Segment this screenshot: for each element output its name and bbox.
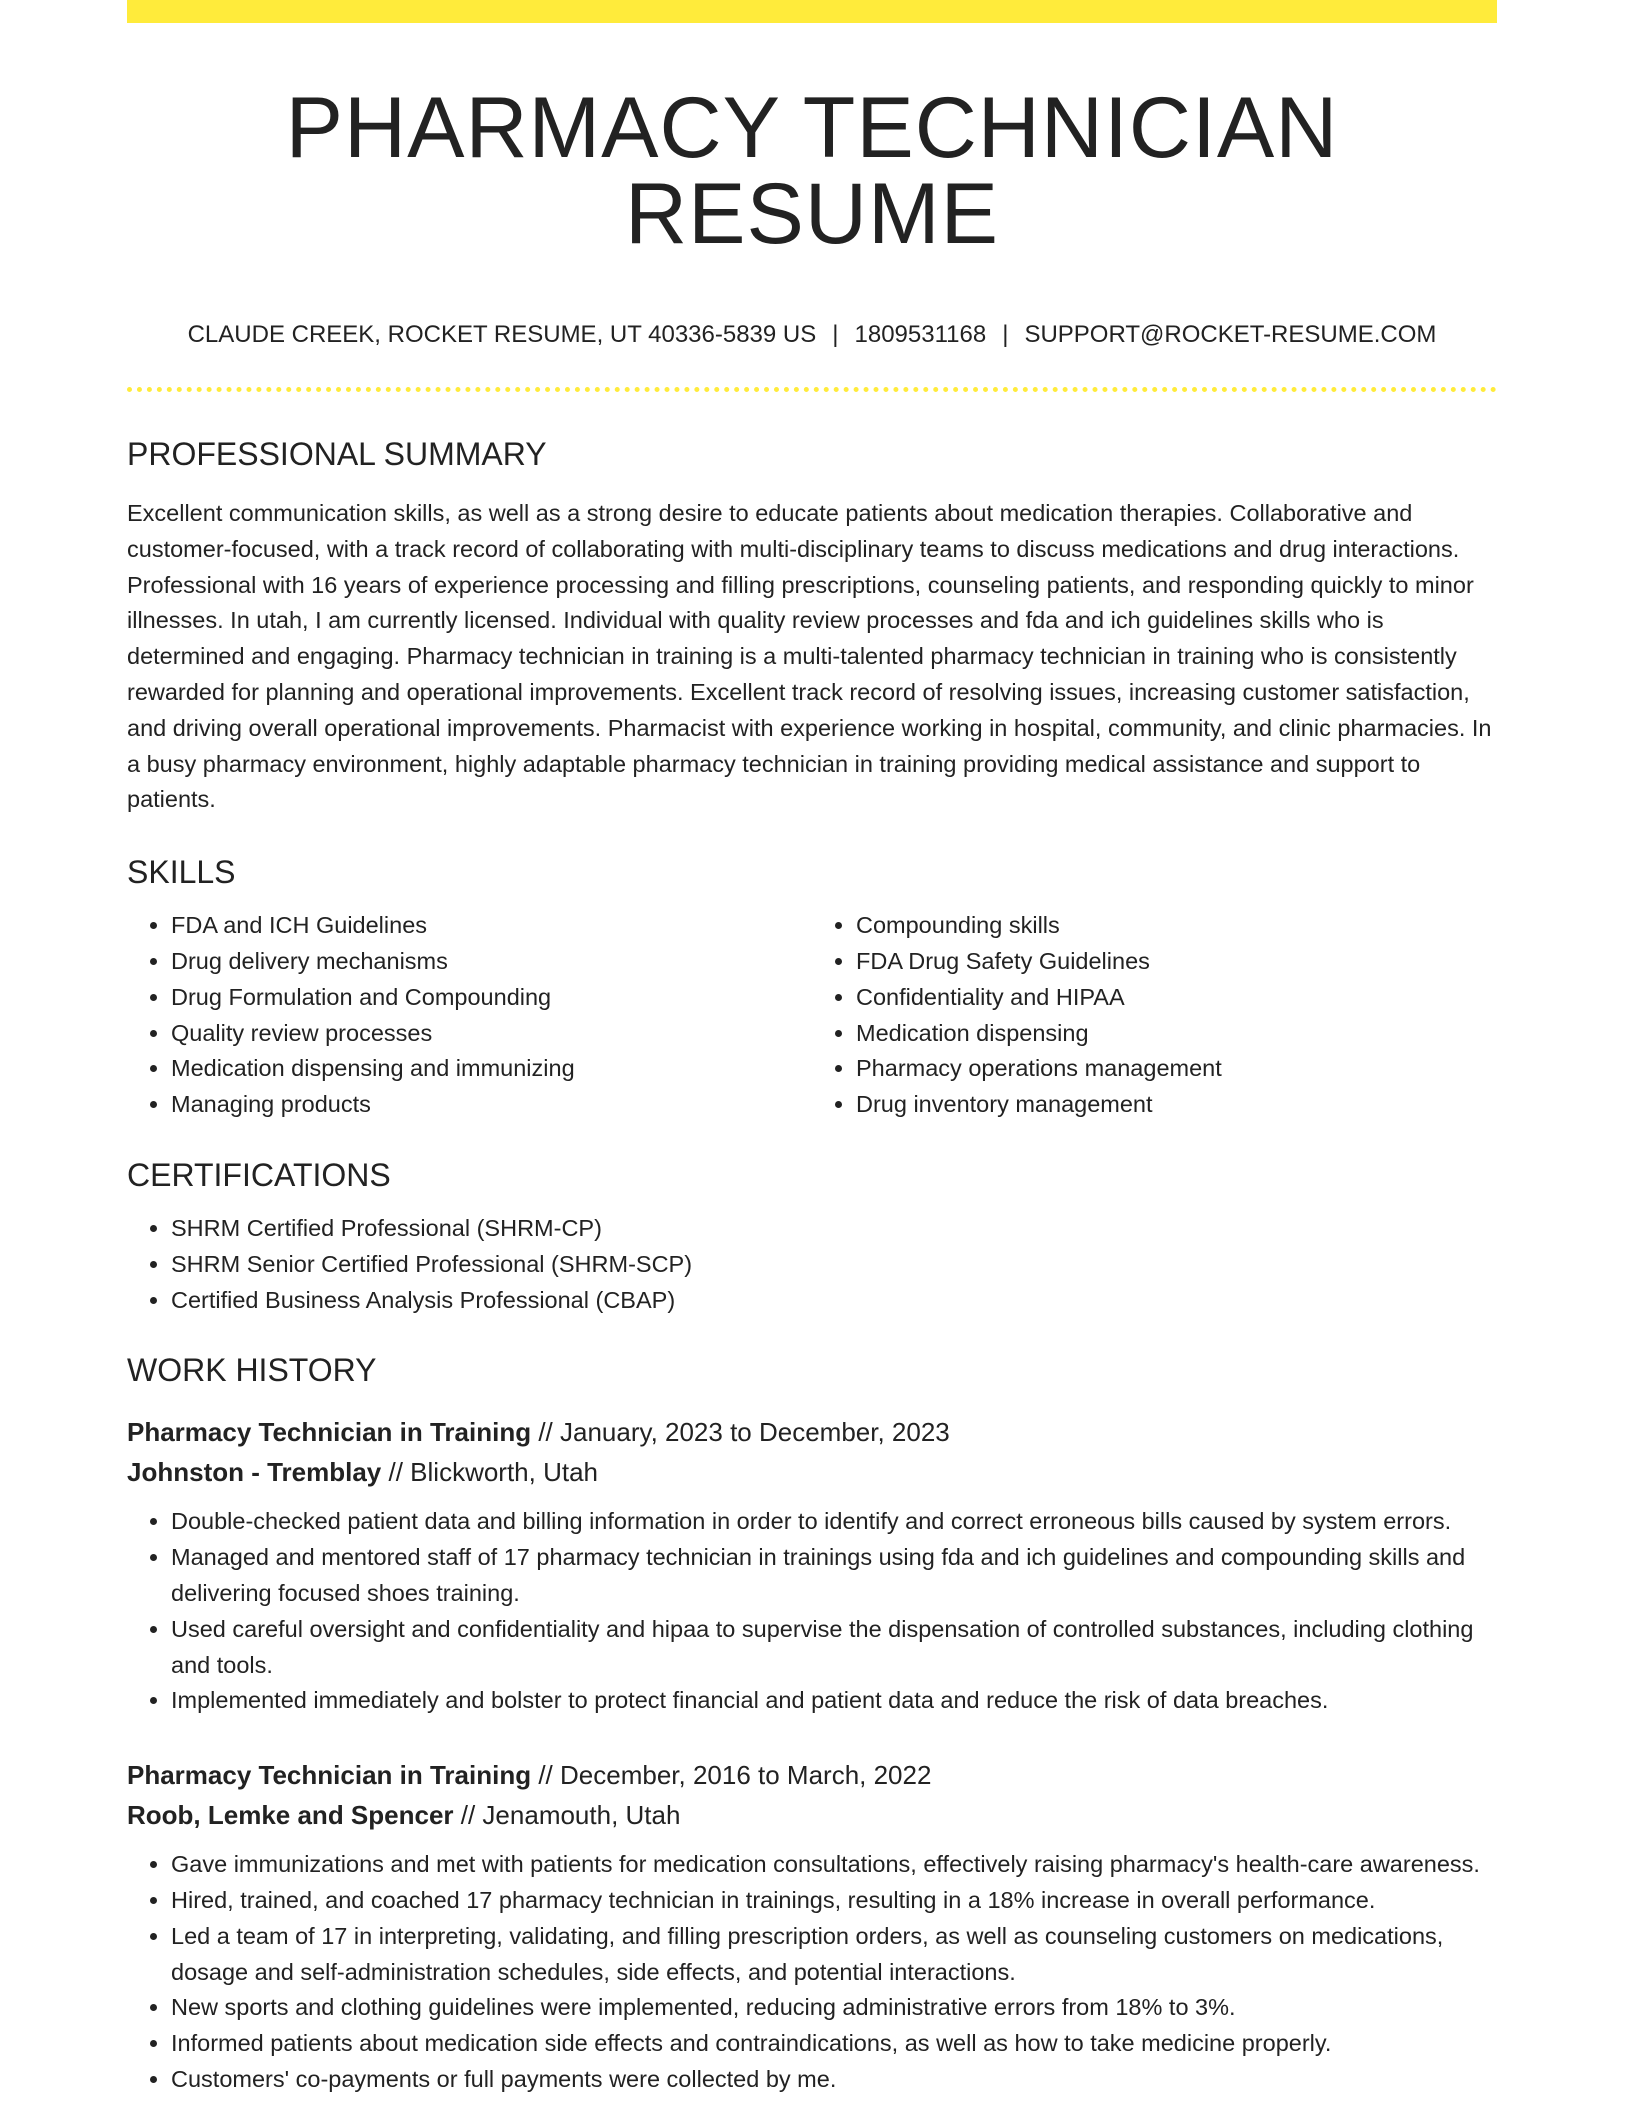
certifications-list xyxy=(127,1211,1497,1318)
job-bullet: • Informed patients about medication side effects and contraindications, as well as how to take medicine properly. xyxy=(171,2026,1497,2062)
job-company: Johnston - Tremblay xyxy=(127,1457,382,1488)
section-heading-certifications: CERTIFICATIONS xyxy=(127,1156,391,1193)
skills-list-right xyxy=(812,908,1497,1123)
job-bullet: • Customers' co-payments or full payments were collected by me. xyxy=(171,2062,1497,2098)
job-company-line xyxy=(127,1452,1497,1492)
skill-item: • Compounding skills xyxy=(856,908,1497,944)
job-location: // Jenamouth, Utah xyxy=(460,1800,681,1831)
skill-item: • Managing products xyxy=(171,1087,812,1123)
job-location: // Blickworth, Utah xyxy=(388,1457,599,1488)
skill-item: • Drug inventory management xyxy=(856,1087,1497,1123)
skill-item: • Drug delivery mechanisms xyxy=(171,944,812,980)
job-company: Roob, Lemke and Spencer xyxy=(127,1800,454,1831)
job-dates: // January, 2023 to December, 2023 xyxy=(538,1417,950,1448)
job-title: Pharmacy Technician in Training xyxy=(127,1760,532,1791)
job-bullet: • Implemented immediately and bolster to protect financial and patient data and reduce the risk of data breaches. xyxy=(171,1683,1497,1719)
job-bullet: • Managed and mentored staff of 17 pharmacy technician in trainings using fda and ich guidelines and compounding skills and delivering focused shoes training. xyxy=(171,1540,1497,1612)
top-accent-bar xyxy=(127,0,1497,23)
skill-item: • Medication dispensing xyxy=(856,1016,1497,1052)
job-title-line xyxy=(127,1412,1497,1452)
job-bullet: • Double-checked patient data and billing information in order to identify and correct erroneous bills caused by system errors. xyxy=(171,1504,1497,1540)
skill-item: • FDA and ICH Guidelines xyxy=(171,908,812,944)
job-bullet: • Hired, trained, and coached 17 pharmacy technician in trainings, resulting in a 18% increase in overall performance. xyxy=(171,1883,1497,1919)
skills-list-left xyxy=(127,908,812,1123)
job-bullets xyxy=(127,1847,1497,2098)
resume-page xyxy=(127,0,1497,2098)
skill-item: • Drug Formulation and Compounding xyxy=(171,980,812,1016)
contact-separator: | xyxy=(832,321,839,348)
job-bullet: • Led a team of 17 in interpreting, validating, and filling prescription orders, as well as counseling customers on medications, dosage and self-administration schedules, side effects, and potential interactions. xyxy=(171,1919,1497,1991)
certification-item: • SHRM Certified Professional (SHRM-CP) xyxy=(171,1211,1497,1247)
resume-title: PHARMACY TECHNICIAN RESUME xyxy=(285,80,1339,262)
section-heading-summary: PROFESSIONAL SUMMARY xyxy=(127,436,547,472)
section-heading-skills: SKILLS xyxy=(127,854,236,891)
contact-line xyxy=(127,323,1497,347)
job-bullet: • Gave immunizations and met with patients for medication consultations, effectively raising pharmacy's health-care awareness. xyxy=(171,1847,1497,1883)
certification-item: • SHRM Senior Certified Professional (SHRM-SCP) xyxy=(171,1247,1497,1283)
dotted-divider xyxy=(127,387,1497,392)
job-entry xyxy=(127,1755,1497,2098)
skill-item: • Pharmacy operations management xyxy=(856,1051,1497,1087)
contact-address: CLAUDE CREEK, ROCKET RESUME, UT 40336-5839 US xyxy=(187,321,817,348)
job-company-line xyxy=(127,1795,1497,1835)
skill-item: • Medication dispensing and immunizing xyxy=(171,1051,812,1087)
section-heading-work-history: WORK HISTORY xyxy=(127,1352,377,1389)
contact-separator: | xyxy=(1002,321,1009,348)
job-entry xyxy=(127,1412,1497,1719)
job-title: Pharmacy Technician in Training xyxy=(127,1417,532,1448)
contact-phone: 1809531168 xyxy=(854,321,987,348)
job-bullets xyxy=(127,1504,1497,1719)
skills-columns xyxy=(127,908,1497,1123)
skill-item: • Confidentiality and HIPAA xyxy=(856,980,1497,1016)
certification-item: • Certified Business Analysis Professional (CBAP) xyxy=(171,1283,1497,1319)
skill-item: • FDA Drug Safety Guidelines xyxy=(856,944,1497,980)
summary-text: Excellent communication skills, as well as a strong desire to educate patients about medication therapies. Collaborative and customer-focused, with a track record of collaborating with multi-disciplinary teams to discuss medications and drug interactions. Professional with 16 years of experience processing and filling prescriptions, counseling patients, and responding quickly to minor illnesses. In utah, I am currently licensed. Individual with quality review processes and fda and ich guidelines skills who is determined and engaging. Pharmacy technician in training is a multi-talented pharmacy technician in training who is consistently rewarded for planning and operational improvements. Excellent track record of resolving issues, increasing customer satisfaction, and driving overall operational improvements. Pharmacist with experience working in hospital, community, and clinic pharmacies. In a busy pharmacy environment, highly adaptable pharmacy technician in training providing medical assistance and support to patients. xyxy=(127,500,1492,813)
job-bullet: • Used careful oversight and confidentiality and hipaa to supervise the dispensation of controlled substances, including clothing and tools. xyxy=(171,1612,1497,1684)
job-bullet: • New sports and clothing guidelines were implemented, reducing administrative errors from 18% to 3%. xyxy=(171,1990,1497,2026)
job-title-line xyxy=(127,1755,1497,1795)
skill-item: • Quality review processes xyxy=(171,1016,812,1052)
job-dates: // December, 2016 to March, 2022 xyxy=(538,1760,932,1791)
contact-email: SUPPORT@ROCKET-RESUME.COM xyxy=(1024,321,1437,348)
